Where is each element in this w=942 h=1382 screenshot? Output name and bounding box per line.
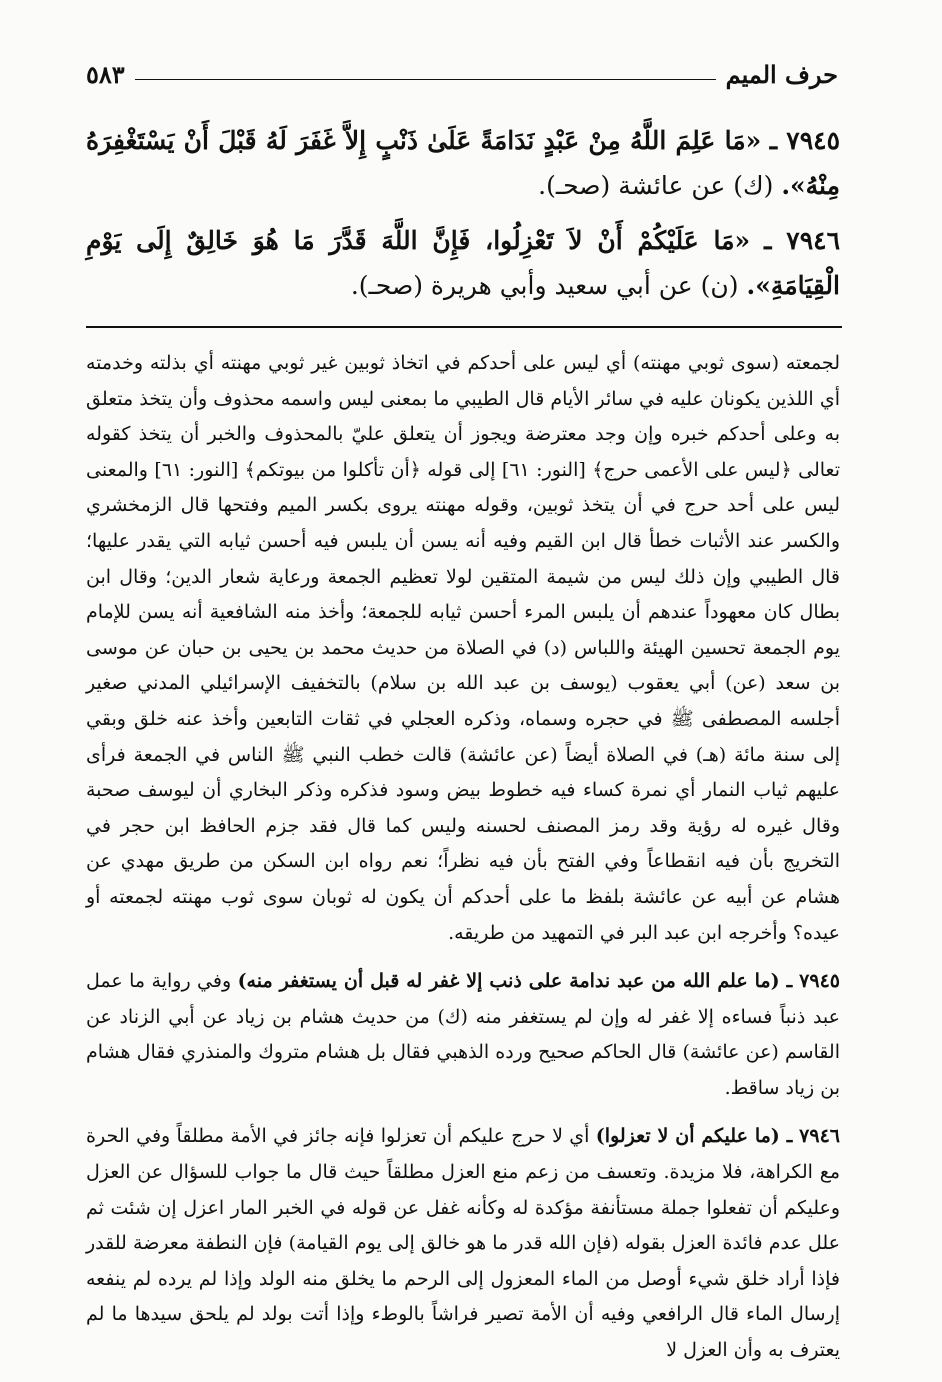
commentary-text: وفي رواية ما عمل عبد ذنباً فساءه إلا غفر له وإن لم يستغفر منه (ك) من حديث هشام بن زياد عن أبي الزناد عن القاسم (عن عائشة) قال الحاكم صحيح ورده الذهبي فقال بل هشام متروك والمنذري فقال هشام بن زياد ساقط. <box>86 970 840 1099</box>
commentary-text: أي لا حرج عليكم أن تعزلوا فإنه جائز في الأمة مطلقاً وفي الحرة مع الكراهة، فلا مزيدة. وتعسف من زعم منع العزل مطلقاً حيث قال ما جواب للسؤال عن العزل وعليكم أن تفعلوا جملة مستأنفة مؤكدة له وكأنه غفل عن قوله في الخبر المار اعزل إن شئت ثم علل عدم فائدة العزل بقوله (فإن الله قدر ما هو خالق إلى يوم القيامة) فإن النطفة معرضة للقدر فإذا أراد خلق شيء أوصل من الماء المعزول إلى الرحم ما يخلق منه الولد وإذا لم يرده لم ينفعه إرسال الماء قال الرافعي وفيه أن الأمة تصير فراشاً بالوطء وإذا أتت بولد لم يلحق سيدها ما لم يعترف به وأن العزل لا <box>86 1125 840 1362</box>
commentary-lemma: ٧٩٤٦ ـ (ما عليكم أن لا تعزلوا) <box>595 1125 840 1148</box>
hadith-entry <box>86 218 840 308</box>
page-number: ٥٨٣ <box>86 59 125 89</box>
hadith-text-section <box>86 118 840 318</box>
commentary-paragraph <box>86 964 840 1106</box>
hadith-source: (ك) عن عائشة (صحـ). <box>538 171 774 200</box>
commentary-lemma: ٧٩٤٥ ـ (ما علم الله من عبد ندامة على ذنب إلا غفر له قبل أن يستغفر منه) <box>237 970 840 993</box>
hadith-number: ٧٩٤٥ ـ <box>769 126 840 155</box>
hadith-text: «مَا عَلِمَ اللَّهُ مِنْ عَبْدٍ نَدَامَةً عَلَىٰ ذَنْبٍ إِلاَّ غَفَرَ لَهُ قَبْلَ أَنْ يَسْتَغْفِرَهُ مِنْهُ». <box>86 126 840 200</box>
hadith-text: «مَا عَلَيْكُمْ أَنْ لاَ تَعْزِلُوا، فَإِنَّ اللَّهَ قَدَّرَ مَا هُوَ خَالِقٌ إِلَى يَوْمِ الْقِيَامَةِ». <box>86 226 840 300</box>
page-header <box>86 54 838 94</box>
commentary-paragraph <box>86 1119 840 1368</box>
hadith-entry <box>86 118 840 208</box>
hadith-source: (ن) عن أبي سعيد وأبي هريرة (صحـ). <box>350 271 739 300</box>
commentary-text: لجمعته (سوى ثوبي مهنته) أي ليس على أحدكم في اتخاذ ثوبين غير ثوبي مهنته أي بذلته وخدمته أي اللذين يكونان عليه في سائر الأيام قال الطيبي ما بمعنى ليس واسمه محذوف وأن يتخذ متعلق به وعلى أحدكم خبره وإن وجد معترضة ويجوز أن يتعلق عليّ بالمحذوف والخبر أن يتخذ كقوله تعالى ﴿ليس على الأعمى حرج﴾ [النور: ٦١] إلى قوله ﴿أن تأكلوا من بيوتكم﴾ [النور: ٦١] والمعنى ليس على أحد حرج في أن يتخذ ثوبين، وقوله مهنته يروى بكسر الميم وفتحها قال الزمخشري والكسر عند الأثبات خطأ قال ابن القيم وفيه أنه يسن أن يلبس فيه أحسن ثيابه التي يقدر عليها؛ قال الطيبي وإن ذلك ليس من شيمة المتقين لولا تعظيم الجمعة ورعاية شعار الدين؛ وقال ابن بطال كان معهوداً عندهم أن يلبس المرء أحسن ثيابه للجمعة؛ وأخذ منه الشافعية أنه يسن للإمام يوم الجمعة تحسين الهيئة واللباس (د) في الصلاة من حديث محمد بن يحيى بن حبان عن موسى بن سعد (عن) أبي يعقوب (يوسف بن عبد الله بن سلام) بالتخفيف الإسرائيلي المدني صغير أجلسه المصطفى ﷺ في حجره وسماه، وذكره العجلي في ثقات التابعين وأخذ عنه خلق وبقي إلى سنة مائة (هـ) في الصلاة أيضاً (عن عائشة) قالت خطب النبي ﷺ الناس في الجمعة فرأى عليهم ثياب النمار أي نمرة كساء فيه خطوط بيض وسود فذكره وذكر البخاري أن ليوسف صحبة وقال غيره له رؤية وقد رمز المصنف لحسنه وليس كما قال فقد جزم الحافظ ابن حجر في التخريج بأن فيه انقطاعاً وفي الفتح بأن فيه نظراً؛ نعم رواه ابن السكن من طريق مهدي عن هشام عن أبيه عن عائشة بلفظ ما على أحدكم أن يكون له ثوبان سوى ثوب مهنته لجمعته أو عيده؟ وأخرجه ابن عبد البر في التمهيد من طريقه. <box>86 352 841 944</box>
header-rule <box>135 79 716 80</box>
commentary-section <box>86 346 840 1382</box>
hadith-number: ٧٩٤٦ ـ <box>764 226 840 255</box>
commentary-paragraph <box>86 346 840 951</box>
chapter-title: حرف الميم <box>725 59 838 89</box>
section-divider <box>86 326 842 328</box>
